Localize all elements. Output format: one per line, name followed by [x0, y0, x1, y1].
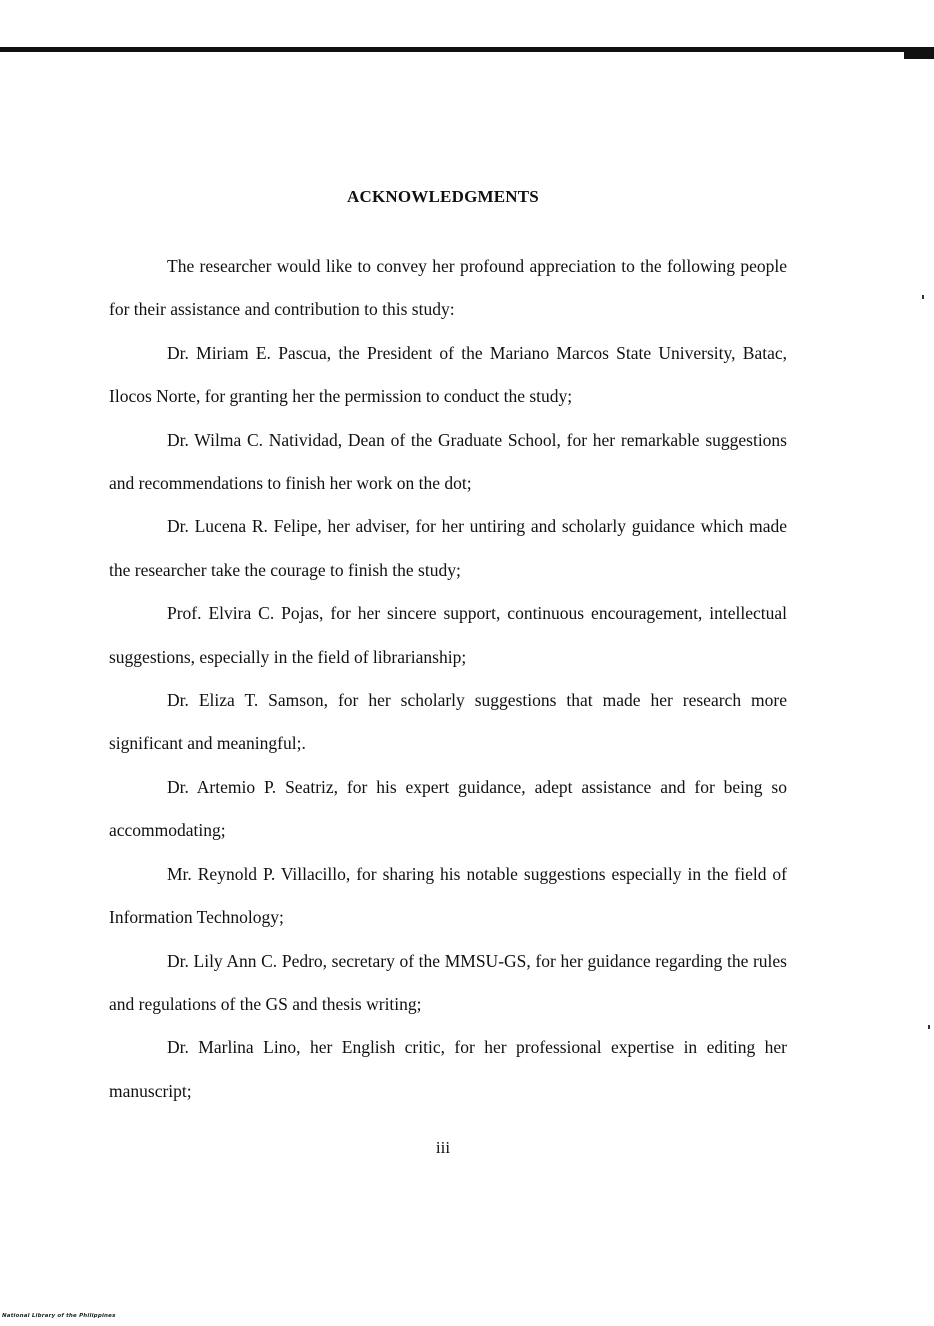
scan-speck [928, 1025, 930, 1029]
paragraph: The researcher would like to convey her profound appreciation to the following people for their assistance and contribution to this study: [109, 256, 787, 320]
page-title: ACKNOWLEDGMENTS [347, 187, 539, 206]
acknowledgment-body [109, 245, 787, 1113]
paragraph: Dr. Lucena R. Felipe, her adviser, for her untiring and scholarly guidance which made the researcher take the courage to finish the study; [109, 516, 787, 580]
paragraph: Dr. Miriam E. Pascua, the President of the Mariano Marcos State University, Batac, Ilocos Norte, for granting her the permission to conduct the study; [109, 342, 787, 407]
paragraph: Mr. Reynold P. Villacillo, for sharing his notable suggestions especially in the field of Information Technology; [109, 863, 787, 928]
scan-top-border-end [904, 47, 934, 59]
paragraph: Dr. Artemio P. Seatriz, for his expert guidance, adept assistance and for being so accommodating; [109, 776, 787, 841]
paragraph: Dr. Wilma C. Natividad, Dean of the Graduate School, for her remarkable suggestions and recommendations to finish her work on the dot; [109, 429, 787, 494]
page-number: iii [435, 1138, 451, 1157]
scan-top-border [0, 47, 904, 52]
scan-speck [922, 295, 924, 299]
paragraph: Dr. Marlina Lino, her English critic, for her professional expertise in editing her manuscript; [109, 1037, 787, 1101]
paragraph: Dr. Eliza T. Samson, for her scholarly suggestions that made her research more significant and meaningful;. [109, 690, 787, 754]
library-watermark: National Library of the Philippines [2, 1313, 116, 1319]
paragraph: Dr. Lily Ann C. Pedro, secretary of the MMSU-GS, for her guidance regarding the rules and regulations of the GS and thesis writing; [109, 950, 787, 1014]
paragraph: Prof. Elvira C. Pojas, for her sincere support, continuous encouragement, intellectual suggestions, especially in the field of librarianship; [109, 603, 787, 667]
